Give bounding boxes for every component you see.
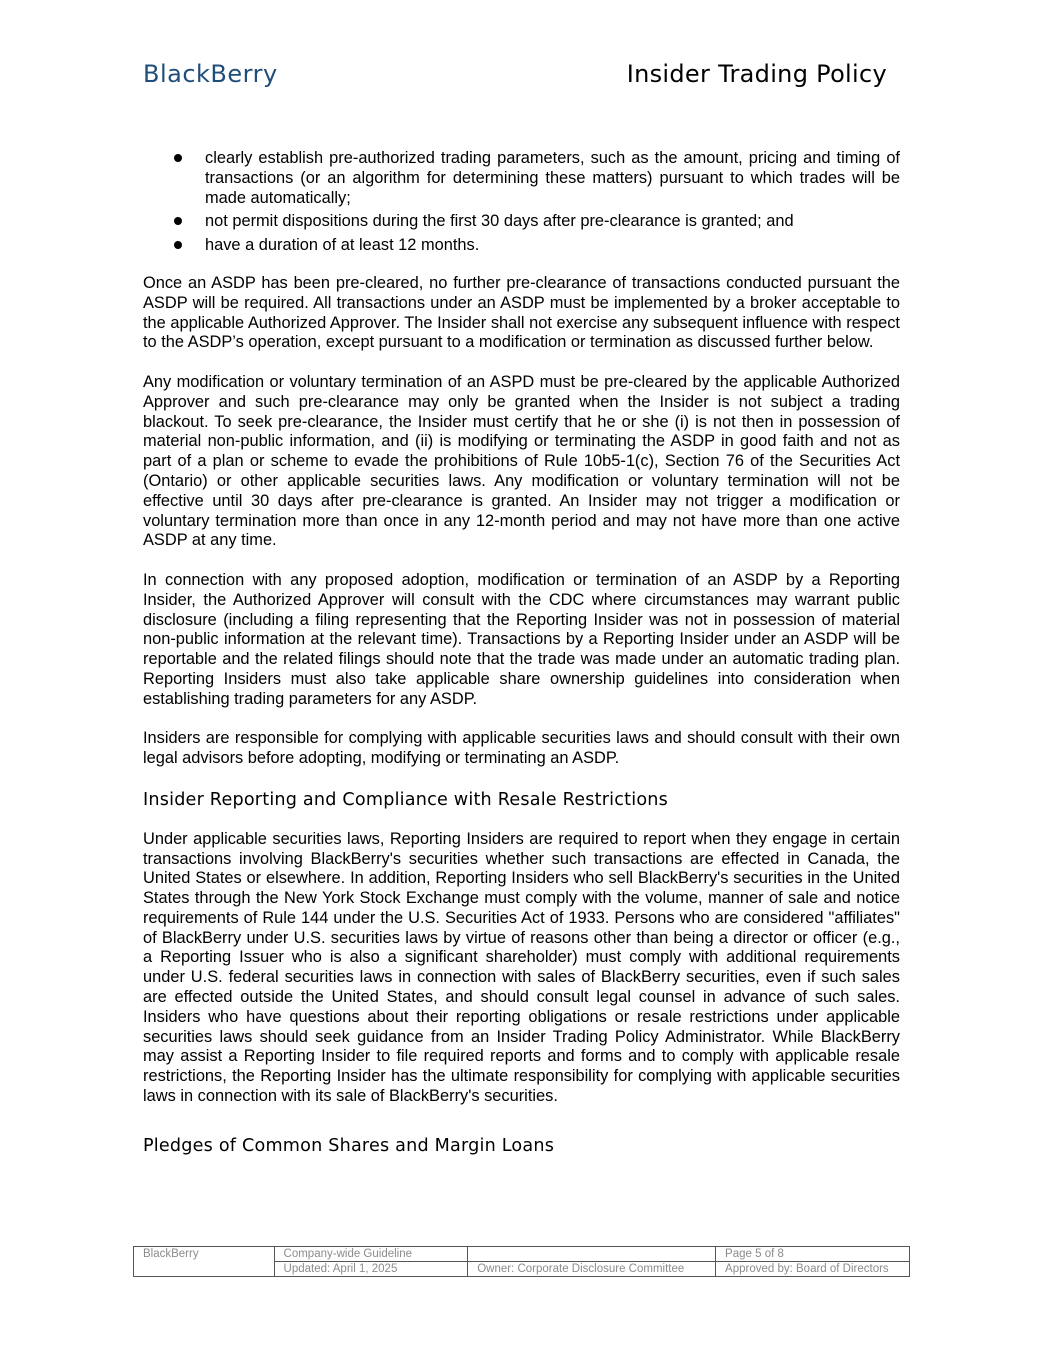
list-item-text: have a duration of at least 12 months. <box>205 236 480 255</box>
header-brand: BlackBerry <box>143 60 278 88</box>
footer-brand: BlackBerry <box>134 1247 275 1277</box>
paragraph-insider-reporting: Under applicable securities laws, Reporting Insiders are required to report when they engage in certain transactions involving BlackBerry's securities whether such transactions are effected in Canada, the United States or elsewhere. In addition, Reporting Insiders who sell BlackBerry's securities in the United States through the New York Stock Exchange must comply with the volume, manner of sale and notice requirements of Rule 144 under the U.S. Securities Act of 1933. Persons who are considered "affiliates" of BlackBerry under U.S. securities laws by virtue of reasons other than being a director or officer (e.g., a Reporting Issuer who is also a significant shareholder) must comply with additional requirements under U.S. federal securities laws in connection with sales of BlackBerry securities, even if such sales are effected outside the United States, and should consult legal counsel in advance of such sales. Insiders who have questions about their reporting obligations or resale restrictions under applicable securities laws should seek guidance from an Insider Trading Policy Administrator. While BlackBerry may assist a Reporting Insider to file required reports and forms and to comply with applicable resale restrictions, the Reporting Insider has the ultimate responsibility for complying with applicable securities laws in connection with its sale of BlackBerry's securities. <box>143 829 900 1106</box>
section-heading-pledges: Pledges of Common Shares and Margin Loans <box>143 1135 555 1156</box>
paragraph-reporting-insider-consultation: In connection with any proposed adoption, modification or termination of an ASDP by a Reporting Insider, the Authorized Approver will consult with the CDC where circumstances may warrant public disclosure (including a filing representing that the Reporting Insider was not in possession of material non-public information at the relevant time). Transactions by a Reporting Insider under an ASDP will be reportable and the related filings should note that the trade was made under an automatic trading plan. Reporting Insiders must also take applicable share ownership guidelines into consideration when establishing trading parameters for any ASDP. <box>143 570 900 708</box>
bullet-icon <box>174 154 182 162</box>
bullet-icon <box>174 217 182 225</box>
list-item <box>143 212 900 232</box>
footer-page-number: Page 5 of 8 <box>716 1247 910 1262</box>
page-footer-table <box>133 1246 910 1277</box>
asdp-requirements-list <box>143 149 900 256</box>
paragraph-asdp-preclearance: Once an ASDP has been pre-cleared, no further pre-clearance of transactions conducted pursuant the ASDP will be required. All transactions under an ASDP must be implemented by a broker acceptable to the applicable Authorized Approver. The Insider shall not exercise any subsequent influence with respect to the ASDP’s operation, except pursuant to a modification or termination as discussed further below. <box>143 273 900 352</box>
footer-guideline-type: Company-wide Guideline <box>274 1247 468 1262</box>
section-heading-insider-reporting: Insider Reporting and Compliance with Resale Restrictions <box>143 789 668 810</box>
document-body <box>143 149 900 1176</box>
bullet-icon <box>174 241 182 249</box>
footer-updated-date: Updated: April 1, 2025 <box>274 1262 468 1277</box>
list-item-text: clearly establish pre-authorized trading parameters, such as the amount, pricing and timing of transactions (or an algorithm for determining these matters) pursuant to which trades will be made automatically; <box>205 149 900 207</box>
footer-owner: Owner: Corporate Disclosure Committee <box>468 1262 716 1277</box>
paragraph-insider-responsibility: Insiders are responsible for complying with applicable securities laws and should consult with their own legal advisors before adopting, modifying or terminating an ASDP. <box>143 729 900 768</box>
list-item <box>143 149 900 208</box>
header-document-title: Insider Trading Policy <box>626 60 887 88</box>
footer-approved-by: Approved by: Board of Directors <box>716 1262 910 1277</box>
list-item <box>143 236 900 256</box>
list-item-text: not permit dispositions during the first 30 days after pre-clearance is granted; and <box>205 212 794 231</box>
footer-empty-cell <box>468 1247 716 1262</box>
paragraph-asdp-modification: Any modification or voluntary termination of an ASPD must be pre-cleared by the applicable Authorized Approver and such pre-clearance may only be granted when the Insider is not subject a trading blackout. To seek pre-clearance, the Insider must certify that he or she (i) is not then in possession of material non-public information, and (ii) is modifying or terminating the ASDP in good faith and not as part of a plan or scheme to evade the prohibitions of Rule 10b5-1(c), Section 76 of the Securities Act (Ontario) or other applicable securities laws. Any modification or voluntary termination will not be effective until 30 days after pre-clearance is granted. An Insider may not trigger a modification or voluntary termination more than once in any 12-month period and may not have more than one active ASDP at any time. <box>143 372 900 550</box>
